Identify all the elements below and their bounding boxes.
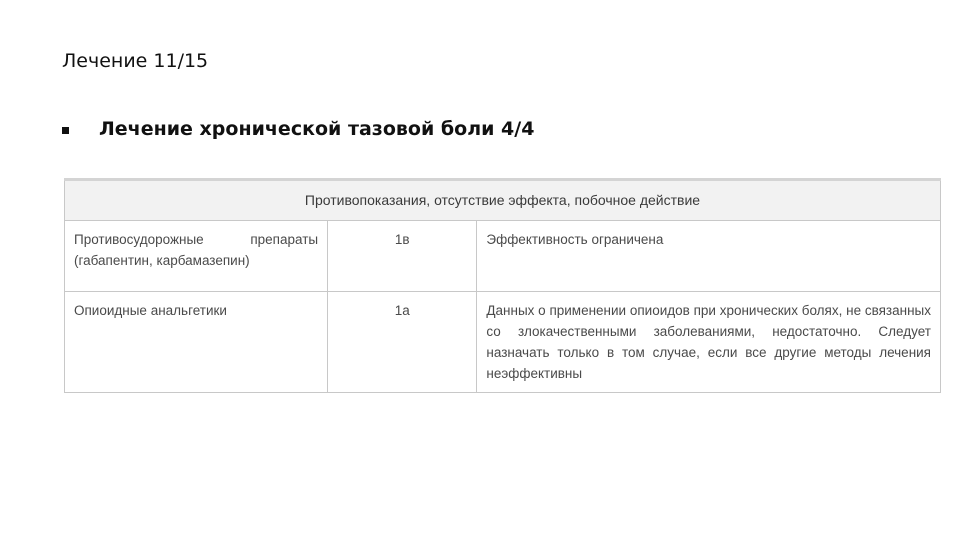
bullet-text: Лечение хронической тазовой боли 4/4 xyxy=(99,118,535,140)
drug-name-cell: Противосудорожные препараты (габапентин, карбамазепин) xyxy=(65,221,328,292)
bullet-item xyxy=(62,118,534,140)
slide-title: Лечение 11/15 xyxy=(62,50,209,72)
table-header-row xyxy=(65,180,941,221)
table-header-cell: Противопоказания, отсутствие эффекта, побочное действие xyxy=(65,180,941,221)
comment-cell: Данных о применении опиоидов при хронических болях, не связанных со злокачественными заболеваниями, недостаточно. Следует назначать только в том случае, если все другие методы лечения неэффективны xyxy=(477,292,941,393)
evidence-level-cell: 1а xyxy=(328,292,477,393)
treatment-table xyxy=(64,178,941,393)
table-row xyxy=(65,221,941,292)
bullet-square-icon xyxy=(62,127,69,134)
treatment-table-container xyxy=(64,178,941,393)
drug-name-cell: Опиоидные анальгетики xyxy=(65,292,328,393)
table-row xyxy=(65,292,941,393)
comment-cell: Эффективность ограничена xyxy=(477,221,941,292)
evidence-level-cell: 1в xyxy=(328,221,477,292)
